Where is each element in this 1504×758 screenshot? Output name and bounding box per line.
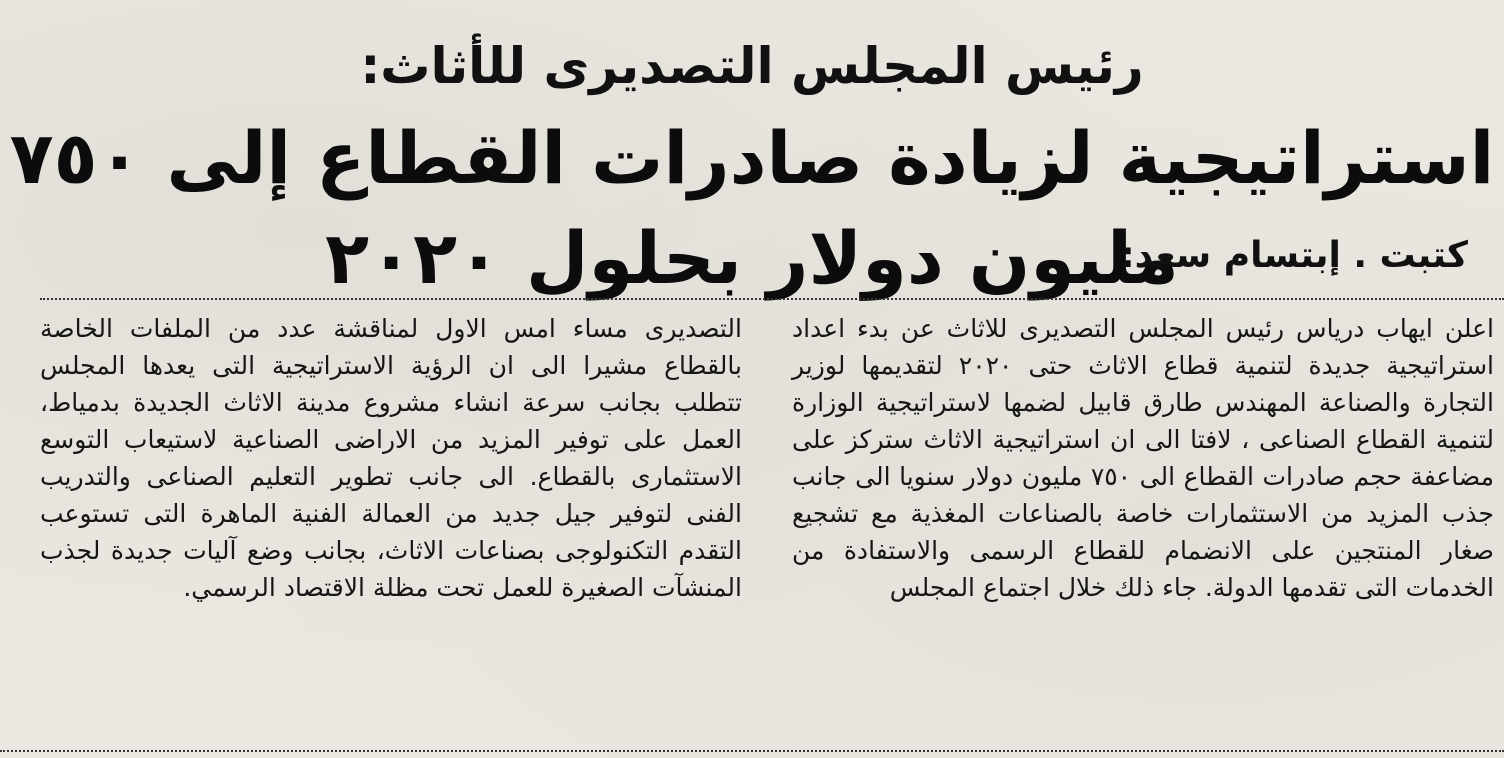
article-column-right: اعلن ايهاب درياس رئيس المجلس التصديرى للاثاث عن بدء اعداد استراتيجية جديدة لتنمية قطاع الاثاث حتى ٢٠٢٠ لتقديمها لوزير التجارة والصناعة المهندس طارق قابيل لضمها لاستراتيجية الوزارة لتنمية القطاع الصناعى ، لافتا الى ان استراتيجية الاثاث ستركز على مضاعفة حجم صادرات القطاع الى ٧٥٠ مليون دولار سنويا الى جانب جذب المزيد من الاستثمارات خاصة بالصناعات المغذية مع تشجيع صغار المنتجين على الانضمام للقطاع الرسمى والاستفادة من الخدمات التى تقدمها الدولة. جاء ذلك خلال اجتماع المجلس	[792, 314, 1495, 602]
article-byline: كتبت . إبتسام سعد:	[1120, 235, 1468, 276]
bottom-divider	[0, 750, 1504, 752]
article-column-left: التصديرى مساء امس الاول لمناقشة عدد من الملفات الخاصة بالقطاع مشيرا الى ان الرؤية الاستراتيجية التى يعدها المجلس تتطلب بجانب سرعة انشاء مشروع مدينة الاثاث الجديدة بدمياط، العمل على توفير المزيد من الاراضى الصناعية لاستيعاب التوسع الاستثمارى بالقطاع. الى جانب تطوير التعليم الصناعى والتدريب الفنى لتوفير جيل جديد من العمالة الفنية الماهرة التى تستوعب التقدم التكنولوجى بصناعات الاثاث، بجانب وضع آليات جديدة لجذب المنشآت الصغيرة للعمل تحت مظلة الاقتصاد الرسمي.	[40, 314, 742, 602]
article-headline: استراتيجية لزيادة صادرات القطاع إلى ٧٥٠ مليون دولار بحلول ٢٠٢٠	[9, 116, 1495, 300]
article-kicker: رئيس المجلس التصديرى للأثاث:	[360, 37, 1144, 95]
top-divider	[40, 298, 1504, 300]
